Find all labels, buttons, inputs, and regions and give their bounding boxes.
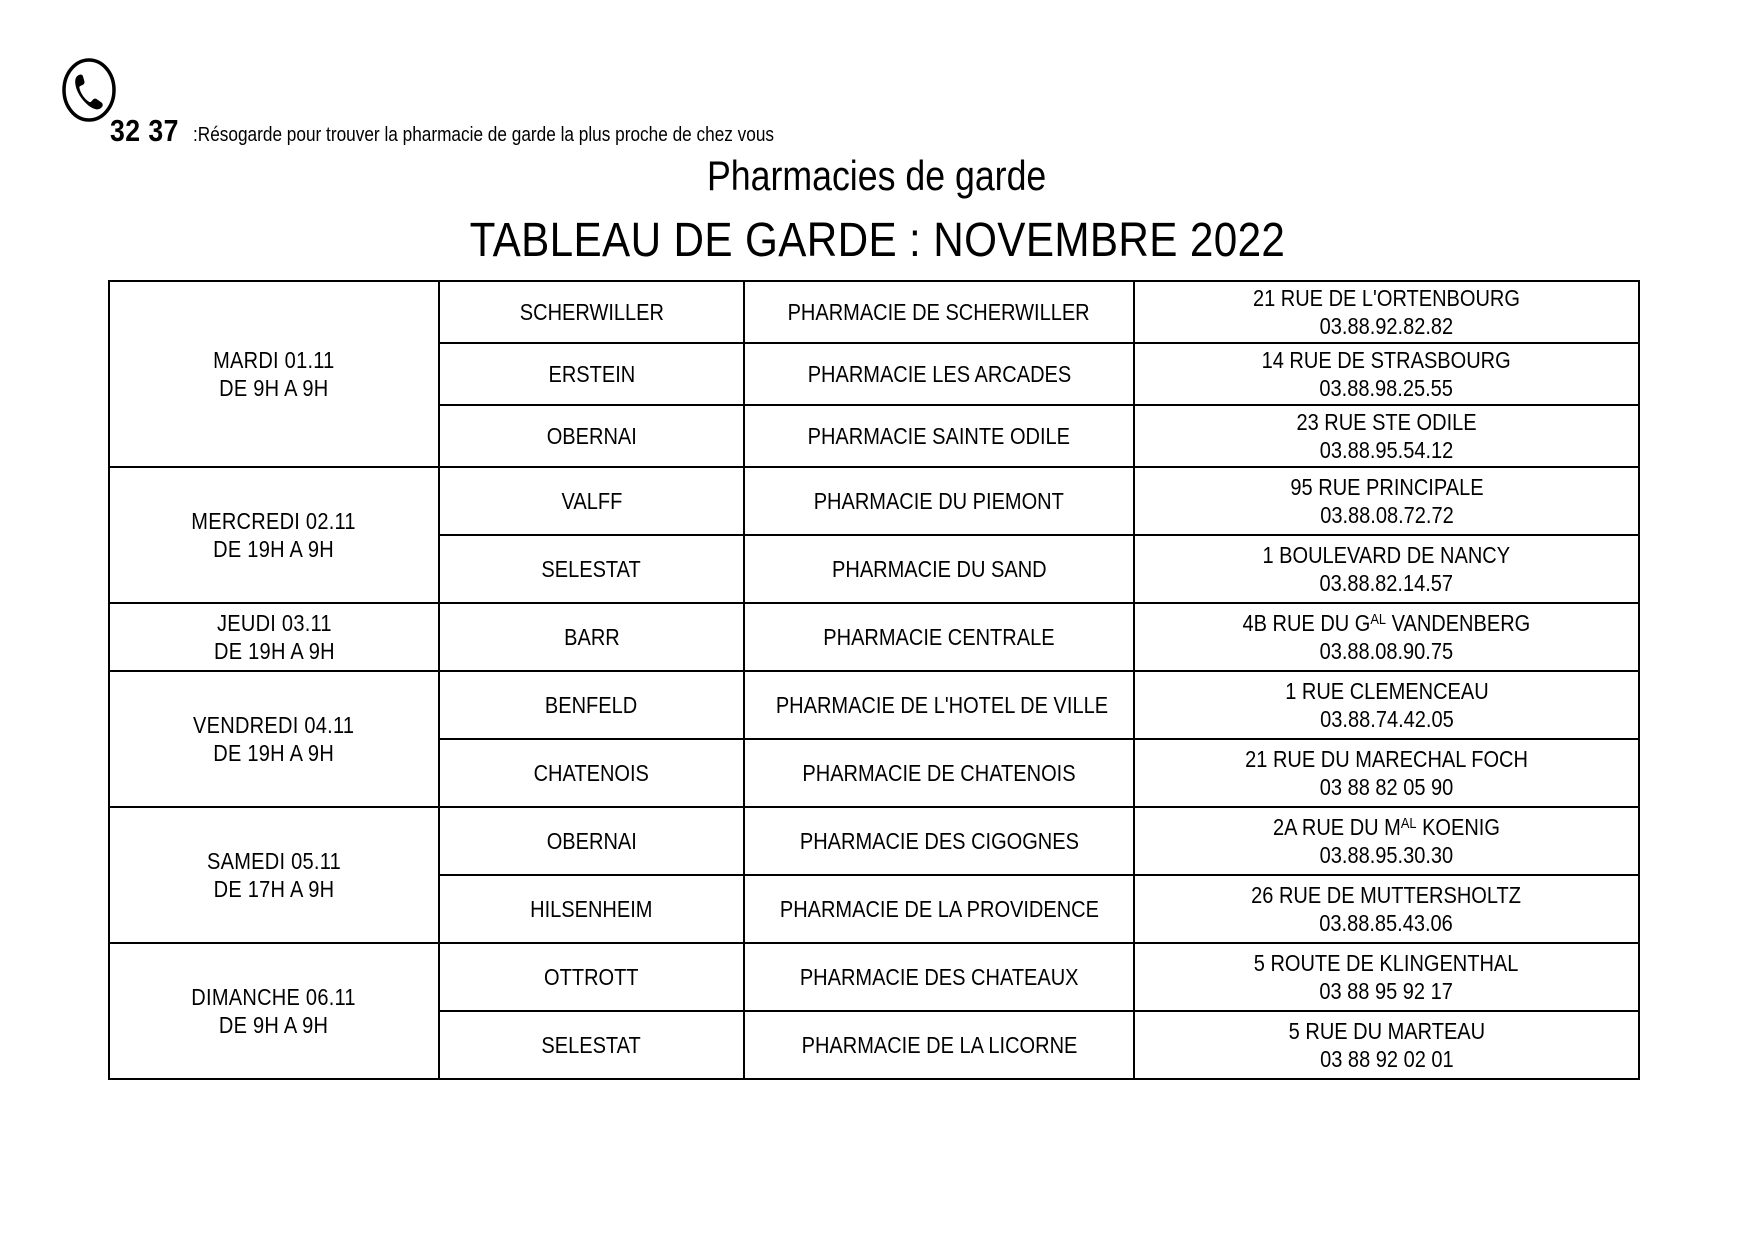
address-street (1243, 609, 1531, 637)
town-cell (439, 467, 744, 535)
duty-day-name: VENDREDI 04.11 (193, 712, 355, 739)
resogarde-number: 32 37 (110, 113, 179, 148)
town-cell (439, 281, 744, 343)
address-street-prefix: 2A RUE DU M (1273, 814, 1401, 841)
address-cell (1134, 467, 1639, 535)
page-title (0, 152, 1754, 200)
address-phone: 03.88.82.14.57 (1319, 570, 1454, 597)
address-street: 23 RUE STE ODILE (1296, 409, 1477, 436)
town-cell (439, 405, 744, 467)
duty-day-name: JEUDI 03.11 (216, 610, 332, 637)
town-name: OTTROTT (544, 964, 639, 991)
address-street: 21 RUE DU MARECHAL FOCH (1245, 746, 1528, 773)
page-title-text: Pharmacies de garde (707, 152, 1047, 199)
town-name: BENFELD (545, 692, 638, 719)
town-name: OBERNAI (546, 423, 637, 450)
pharmacy-cell (744, 875, 1134, 943)
town-cell (439, 671, 744, 739)
address-street: 1 RUE CLEMENCEAU (1284, 678, 1489, 705)
address-cell (1134, 603, 1639, 671)
address-street-prefix: 4B RUE DU G (1242, 610, 1371, 637)
table-row (109, 943, 1639, 1011)
address-phone: 03.88.08.72.72 (1319, 502, 1454, 529)
pharmacy-cell (744, 467, 1134, 535)
duty-day-hours: DE 9H A 9H (219, 1012, 329, 1039)
pharmacy-name: PHARMACIE SAINTE ODILE (807, 423, 1071, 450)
town-cell (439, 1011, 744, 1079)
pharmacy-name: PHARMACIE DE L'HOTEL DE VILLE (775, 692, 1109, 719)
town-name: ERSTEIN (548, 361, 635, 388)
town-name: HILSENHEIM (530, 896, 653, 923)
address-phone: 03.88.95.30.30 (1319, 842, 1454, 869)
town-cell (439, 943, 744, 1011)
duty-day-hours: DE 19H A 9H (213, 638, 335, 665)
pharmacy-name: PHARMACIE LES ARCADES (807, 361, 1071, 388)
town-cell (439, 875, 744, 943)
town-name: SELESTAT (541, 1032, 642, 1059)
address-cell (1134, 535, 1639, 603)
duty-day-cell (109, 671, 439, 807)
town-name: CHATENOIS (533, 760, 650, 787)
table-row (109, 807, 1639, 875)
address-cell (1134, 343, 1639, 405)
address-cell (1134, 739, 1639, 807)
pharmacy-name: PHARMACIE DU SAND (831, 556, 1047, 583)
address-street-superscript: AL (1370, 612, 1387, 629)
pharmacy-name: PHARMACIE CENTRALE (823, 624, 1055, 651)
pharmacy-cell (744, 281, 1134, 343)
pharmacy-cell (744, 603, 1134, 671)
town-cell (439, 807, 744, 875)
town-cell (439, 603, 744, 671)
address-cell (1134, 281, 1639, 343)
page-subtitle (0, 213, 1754, 268)
town-name: BARR (563, 624, 620, 651)
address-street: 5 RUE DU MARTEAU (1288, 1018, 1485, 1045)
duty-day-name: DIMANCHE 06.11 (191, 984, 357, 1011)
pharmacy-name: PHARMACIE DE LA LICORNE (801, 1032, 1077, 1059)
address-cell (1134, 943, 1639, 1011)
pharmacy-cell (744, 343, 1134, 405)
pharmacy-cell (744, 671, 1134, 739)
duty-day-hours: DE 9H A 9H (219, 375, 329, 402)
address-phone: 03.88.08.90.75 (1319, 638, 1454, 665)
table-row (109, 281, 1639, 343)
address-street: 95 RUE PRINCIPALE (1289, 474, 1484, 501)
address-street-superscript: AL (1400, 816, 1417, 833)
table-row (109, 671, 1639, 739)
pharmacy-cell (744, 1011, 1134, 1079)
duty-day-hours: DE 19H A 9H (213, 536, 335, 563)
address-phone: 03.88.92.82.82 (1319, 313, 1454, 340)
pharmacy-cell (744, 535, 1134, 603)
resogarde-description: :Résogarde pour trouver la pharmacie de garde la plus proche de chez vous (193, 123, 775, 146)
town-cell (439, 343, 744, 405)
address-cell (1134, 875, 1639, 943)
phone-handset-icon (61, 57, 117, 123)
pharmacy-name: PHARMACIE DE CHATENOIS (802, 760, 1076, 787)
address-cell (1134, 671, 1639, 739)
address-street: 1 BOULEVARD DE NANCY (1262, 542, 1511, 569)
pharmacy-cell (744, 807, 1134, 875)
duty-day-name: MERCREDI 02.11 (191, 508, 357, 535)
address-street: 21 RUE DE L'ORTENBOURG (1253, 285, 1520, 311)
town-name: VALFF (561, 488, 622, 515)
pharmacy-duty-table-body (109, 281, 1639, 1079)
town-name: OBERNAI (546, 828, 637, 855)
pharmacy-name: PHARMACIE DU PIEMONT (813, 488, 1065, 515)
duty-day-cell (109, 603, 439, 671)
duty-day-cell (109, 943, 439, 1079)
duty-day-name: MARDI 01.11 (213, 347, 335, 374)
pharmacy-name: PHARMACIE DES CHATEAUX (799, 964, 1079, 991)
address-cell (1134, 405, 1639, 467)
address-street: 14 RUE DE STRASBOURG (1261, 347, 1512, 374)
address-phone: 03 88 82 05 90 (1319, 774, 1454, 801)
pharmacy-name: PHARMACIE DES CIGOGNES (799, 828, 1079, 855)
town-name: SCHERWILLER (519, 299, 664, 326)
address-phone: 03.88.85.43.06 (1319, 910, 1454, 937)
table-row (109, 603, 1639, 671)
address-street (1273, 813, 1500, 841)
duty-day-cell (109, 467, 439, 603)
pharmacy-duty-table (108, 280, 1640, 1080)
pharmacy-cell (744, 405, 1134, 467)
address-street: 5 ROUTE DE KLINGENTHAL (1254, 950, 1519, 977)
pharmacy-name: PHARMACIE DE SCHERWILLER (787, 299, 1091, 326)
address-cell (1134, 807, 1639, 875)
address-phone: 03.88.95.54.12 (1319, 437, 1454, 464)
pharmacy-name: PHARMACIE DE LA PROVIDENCE (779, 896, 1099, 923)
page-subtitle-text: TABLEAU DE GARDE : NOVEMBRE 2022 (469, 214, 1285, 267)
town-cell (439, 739, 744, 807)
address-phone: 03.88.74.42.05 (1319, 706, 1454, 733)
resogarde-info-line (110, 113, 885, 149)
address-street-suffix: VANDENBERG (1386, 610, 1531, 637)
duty-day-hours: DE 17H A 9H (213, 876, 335, 903)
address-phone: 03.88.98.25.55 (1319, 375, 1454, 402)
duty-day-cell (109, 281, 439, 467)
address-phone: 03 88 92 02 01 (1319, 1046, 1454, 1073)
address-phone: 03 88 95 92 17 (1319, 978, 1454, 1005)
pharmacy-cell (744, 943, 1134, 1011)
address-cell (1134, 1011, 1639, 1079)
duty-day-cell (109, 807, 439, 943)
town-name: SELESTAT (541, 556, 642, 583)
address-street-suffix: KOENIG (1416, 814, 1500, 841)
duty-day-name: SAMEDI 05.11 (206, 848, 342, 875)
table-row (109, 467, 1639, 535)
duty-day-hours: DE 19H A 9H (213, 740, 335, 767)
pharmacy-cell (744, 739, 1134, 807)
address-street: 26 RUE DE MUTTERSHOLTZ (1251, 882, 1522, 909)
town-cell (439, 535, 744, 603)
